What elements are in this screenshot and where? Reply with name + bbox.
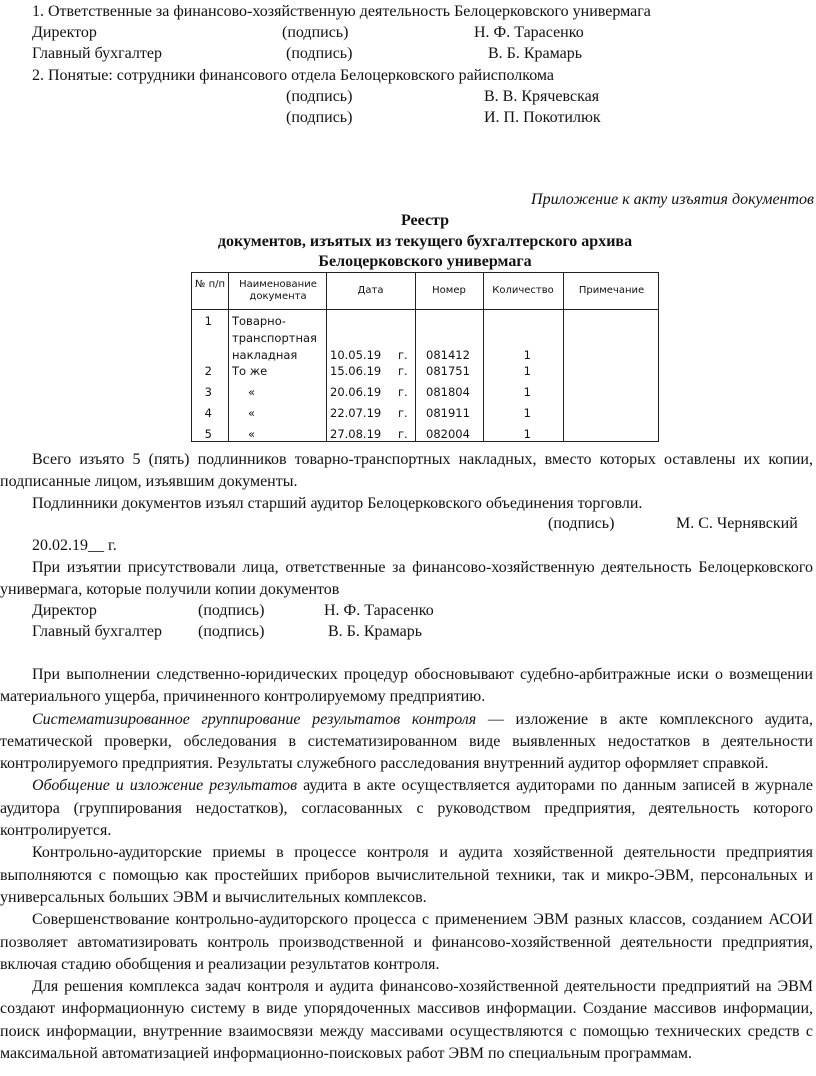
row-date-suffix: г. (398, 348, 408, 362)
row-date: 22.07.19 (330, 406, 382, 420)
originals-text: Подлинники документов изъял старший аудитор Белоцерковского объединения торговли. (32, 495, 643, 512)
header-divider (192, 309, 658, 310)
row-num: 1 (204, 314, 212, 328)
body-paragraph: Контрольно-аудиторские приемы в процессе контроля и аудита хозяйственной деятельности предприятия выполняются с помощью как простейших приборов вычислительной техники, так и микро-ЭВМ, персональных и универсальных больших ЭВМ и вычислительных комплексов. (0, 844, 813, 906)
body-paragraph-text: аудита в акте осуществляется аудиторами по данным записей в журнале аудитора (группирования недостатков), согласованных с руководством предприятия, деятельность которого контролируется. (0, 777, 814, 840)
body-paragraph: Для решения комплекса задач контроля и аудита финансово-хозяйственной деятельности предприятий на ЭВМ создают информационную систему в виде упорядоченных массивов информации. Создание массивов информации, поиск информации, внутренние взаимосвязи между массивами осуществляются с помощью технических средств с максимальной автоматизацией информационно-поисковых работ ЭВМ по специальным программам. (0, 978, 813, 1063)
row-number: 081911 (426, 406, 470, 420)
accountant-name-2: В. Б. Крамарь (328, 623, 423, 640)
row-num: 4 (204, 406, 212, 420)
witness1-name: В. В. Крячевская (484, 88, 600, 105)
director-signature: (подпись) (282, 24, 349, 41)
director-name: Н. Ф. Тарасенко (474, 24, 584, 41)
body-term: Систематизированное группирование результатов контроля (32, 710, 477, 728)
header-note: Примечание (578, 285, 645, 296)
row-date-suffix: г. (398, 364, 408, 378)
body-paragraph: При выполнении следственно-юридических процедур обосновывают судебно-арбитражные иски о возмещении материального ущерба, причиненного контролируемому предприятию. (0, 666, 813, 706)
presence-text: При изъятии присутствовали лица, ответственные за финансово-хозяйственную деятельность Белоцерковского универмага, которые получили копии документов (0, 559, 813, 599)
header-num: № п/п (194, 279, 226, 290)
row-date: 15.06.19 (330, 364, 382, 378)
appendix-note: Приложение к акту изъятия документов (531, 191, 814, 208)
row-name: То же (232, 364, 268, 378)
registry-title: Реестр (400, 212, 449, 229)
body-paragraph-text: — изложение в акте комплексного аудита, тематической проверки, обследования в систематизированном виде выявленных недостатков в деятельности контролируемого предприятия. Результаты служебного расследования внутренний аудитор оформляет справкой. (0, 710, 813, 773)
director-role-2: Директор (32, 602, 97, 619)
body-paragraph (0, 709, 813, 776)
row-date: 20.06.19 (330, 385, 382, 399)
row-number: 081412 (426, 348, 470, 362)
col-divider (563, 273, 564, 441)
originals-paragraph (0, 493, 813, 515)
seized-summary-text: Всего изъято 5 (пять) подлинников товарно-транспортных накладных, вместо которых оставлены их копии, подписанные лицом, изъявшим документы. (0, 451, 813, 491)
director-signature-2: (подпись) (198, 602, 265, 619)
accountant-signature-2: (подпись) (198, 623, 265, 640)
witness1-signature: (подпись) (286, 88, 353, 105)
row-date-suffix: г. (398, 406, 408, 420)
row-name-ditto: « (248, 427, 256, 441)
row-quantity: 1 (523, 364, 531, 378)
presence-paragraph (0, 557, 813, 602)
header-number: Номер (432, 285, 466, 296)
accountant-role: Главный бухгалтер (32, 45, 162, 62)
witness2-name: И. П. Покотилюк (484, 109, 601, 126)
director-role: Директор (32, 24, 97, 41)
witnesses-heading: 2. Понятые: сотрудники финансового отдела Белоцерковского райисполкома (32, 67, 555, 84)
body-text (0, 664, 813, 1065)
body-paragraph (0, 775, 813, 842)
responsible-heading: 1. Ответственные за финансово-хозяйственную деятельность Белоцерковского универмага (32, 3, 651, 20)
body-term: Обобщение и изложение результатов (32, 777, 298, 795)
row-name: Товарно- (232, 314, 286, 328)
row-name: транспортная (232, 331, 317, 345)
row-name-ditto: « (248, 406, 256, 420)
registry-table (191, 272, 659, 442)
header-quantity: Количество (492, 285, 554, 296)
row-quantity: 1 (523, 427, 531, 441)
row-name: накладная (232, 348, 298, 362)
auditor-name: М. С. Чернявский (676, 515, 798, 532)
row-date-suffix: г. (398, 385, 408, 399)
seized-summary (0, 449, 813, 494)
accountant-name: В. Б. Крамарь (488, 45, 583, 62)
row-number: 082004 (426, 427, 470, 441)
row-num: 2 (204, 364, 212, 378)
row-number: 081804 (426, 385, 470, 399)
body-paragraph: Совершенствование контрольно-аудиторского процесса с применением ЭВМ разных классов, созданием АСОИ позволяет автоматизировать контроль производственной и финансово-хозяйственной деятельности предприятия, включая стадию обобщения и реализации результатов контроля. (0, 911, 813, 973)
row-date: 10.05.19 (330, 348, 382, 362)
col-divider (326, 273, 327, 441)
row-name-ditto: « (248, 385, 256, 399)
col-divider (228, 273, 229, 441)
auditor-signature: (подпись) (548, 515, 615, 532)
row-num: 5 (204, 427, 212, 441)
row-date: 27.08.19 (330, 427, 382, 441)
row-quantity: 1 (523, 406, 531, 420)
row-quantity: 1 (523, 348, 531, 362)
act-date: 20.02.19__ г. (32, 537, 117, 554)
accountant-signature: (подпись) (286, 45, 353, 62)
registry-subtitle-2: Белоцерковского универмага (318, 253, 532, 270)
row-num: 3 (204, 385, 212, 399)
witness2-signature: (подпись) (286, 109, 353, 126)
registry-subtitle: документов, изъятых из текущего бухгалтерского архива (217, 233, 633, 250)
row-date-suffix: г. (398, 427, 408, 441)
row-number: 081751 (426, 364, 470, 378)
row-quantity: 1 (523, 385, 531, 399)
col-divider (415, 273, 416, 441)
director-name-2: Н. Ф. Тарасенко (324, 602, 434, 619)
accountant-role-2: Главный бухгалтер (32, 623, 162, 640)
header-date: Дата (357, 285, 384, 296)
header-name: Наименование документа (239, 279, 317, 302)
